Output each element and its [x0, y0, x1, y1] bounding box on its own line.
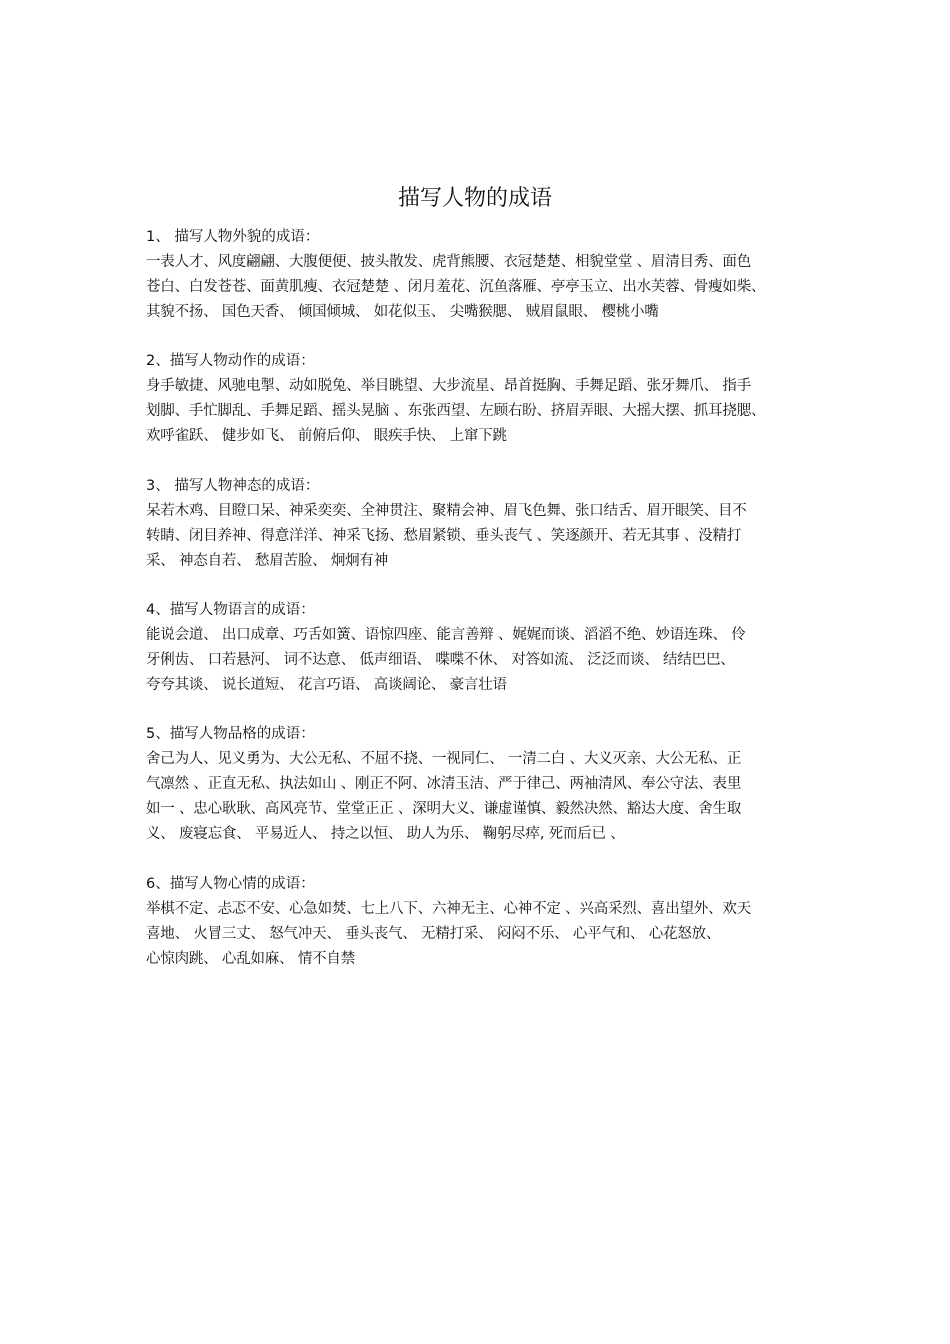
idiom-line: 气凛然 、正直无私、执法如山 、刚正不阿、冰清玉洁、严于律己、两袖清风、奉公守法、表里 — [146, 776, 742, 792]
idiom-line: 如一 、忠心耿耿、高风亮节、堂堂正正 、深明大义、谦虚谨慎、毅然决然、豁达大度、舍生取 — [146, 801, 742, 817]
idiom-line: 其貌不扬、 国色天香、 倾国倾城、 如花似玉、 尖嘴猴腮、 贼眉鼠眼、 樱桃小嘴 — [146, 304, 659, 320]
section-heading: 5、描写人物品格的成语： — [146, 726, 315, 742]
idiom-line: 欢呼雀跃、 健步如飞、 前俯后仰、 眼疾手快、 上窜下跳 — [146, 428, 507, 444]
section-action — [146, 349, 818, 449]
section-speech — [146, 598, 818, 698]
section-character — [146, 722, 818, 847]
idiom-line: 一表人才、风度翩翩、大腹便便、披头散发、虎背熊腰、衣冠楚楚、相貌堂堂 、眉清目秀、面色 — [146, 254, 752, 270]
section-heading: 3、 描写人物神态的成语： — [146, 478, 320, 494]
idiom-line: 转睛、闭目养神、得意洋洋、神采飞扬、愁眉紧锁、垂头丧气 、笑逐颜开、若无其事 、没精打 — [146, 528, 742, 544]
idiom-line: 身手敏捷、风驰电掣、动如脱兔、举目眺望、大步流星、昂首挺胸、手舞足蹈、张牙舞爪、 指手 — [146, 378, 752, 394]
section-heading: 1、 描写人物外貌的成语： — [146, 229, 320, 245]
idiom-line: 呆若木鸡、目瞪口呆、神采奕奕、全神贯注、聚精会神、眉飞色舞、张口结舌、眉开眼笑、目不 — [146, 503, 747, 519]
idiom-line: 夸夸其谈、 说长道短、 花言巧语、 高谈阔论、 豪言壮语 — [146, 677, 507, 693]
section-heading: 6、描写人物心情的成语： — [146, 876, 315, 892]
idiom-line: 喜地、 火冒三丈、 怒气冲天、 垂头丧气、 无精打采、 闷闷不乐、 心平气和、 心花怒放、 — [146, 926, 721, 942]
section-mood — [146, 872, 818, 972]
section-heading: 2、描写人物动作的成语： — [146, 353, 315, 369]
idiom-line: 苍白、白发苍苍、面黄肌瘦、衣冠楚楚 、闭月羞花、沉鱼落雁、亭亭玉立、出水芙蓉、骨瘦如柴、 — [146, 279, 766, 295]
idiom-line: 举棋不定、忐忑不安、心急如焚、七上八下、六神无主、心神不定 、兴高采烈、喜出望外、欢天 — [146, 901, 752, 917]
page-title: 描写人物的成语 — [397, 186, 552, 211]
idiom-line: 牙俐齿、 口若悬河、 词不达意、 低声细语、 喋喋不休、 对答如流、 泛泛而谈、 结结巴巴、 — [146, 652, 735, 668]
section-heading: 4、描写人物语言的成语： — [146, 602, 315, 618]
idiom-line: 义、 废寝忘食、 平易近人、 持之以恒、 助人为乐、 鞠躬尽瘁, 死而后已 、 — [146, 826, 625, 842]
idiom-line: 舍己为人、见义勇为、大公无私、不屈不挠、一视同仁、 一清二白 、大义灭亲、大公无私、正 — [146, 751, 742, 767]
idiom-line: 心惊肉跳、 心乱如麻、 情不自禁 — [146, 951, 356, 967]
section-appearance — [146, 225, 818, 325]
section-expression — [146, 474, 818, 574]
idiom-line: 采、 神态自若、 愁眉苦脸、 炯炯有神 — [146, 553, 389, 569]
idiom-line: 划脚、手忙脚乱、手舞足蹈、摇头晃脑 、东张西望、左顾右盼、挤眉弄眼、大摇大摆、抓耳挠腮、 — [146, 403, 766, 419]
idiom-line: 能说会道、 出口成章、巧舌如簧、语惊四座、能言善辩 、娓娓而谈、滔滔不绝、妙语连珠、 伶 — [146, 627, 746, 643]
